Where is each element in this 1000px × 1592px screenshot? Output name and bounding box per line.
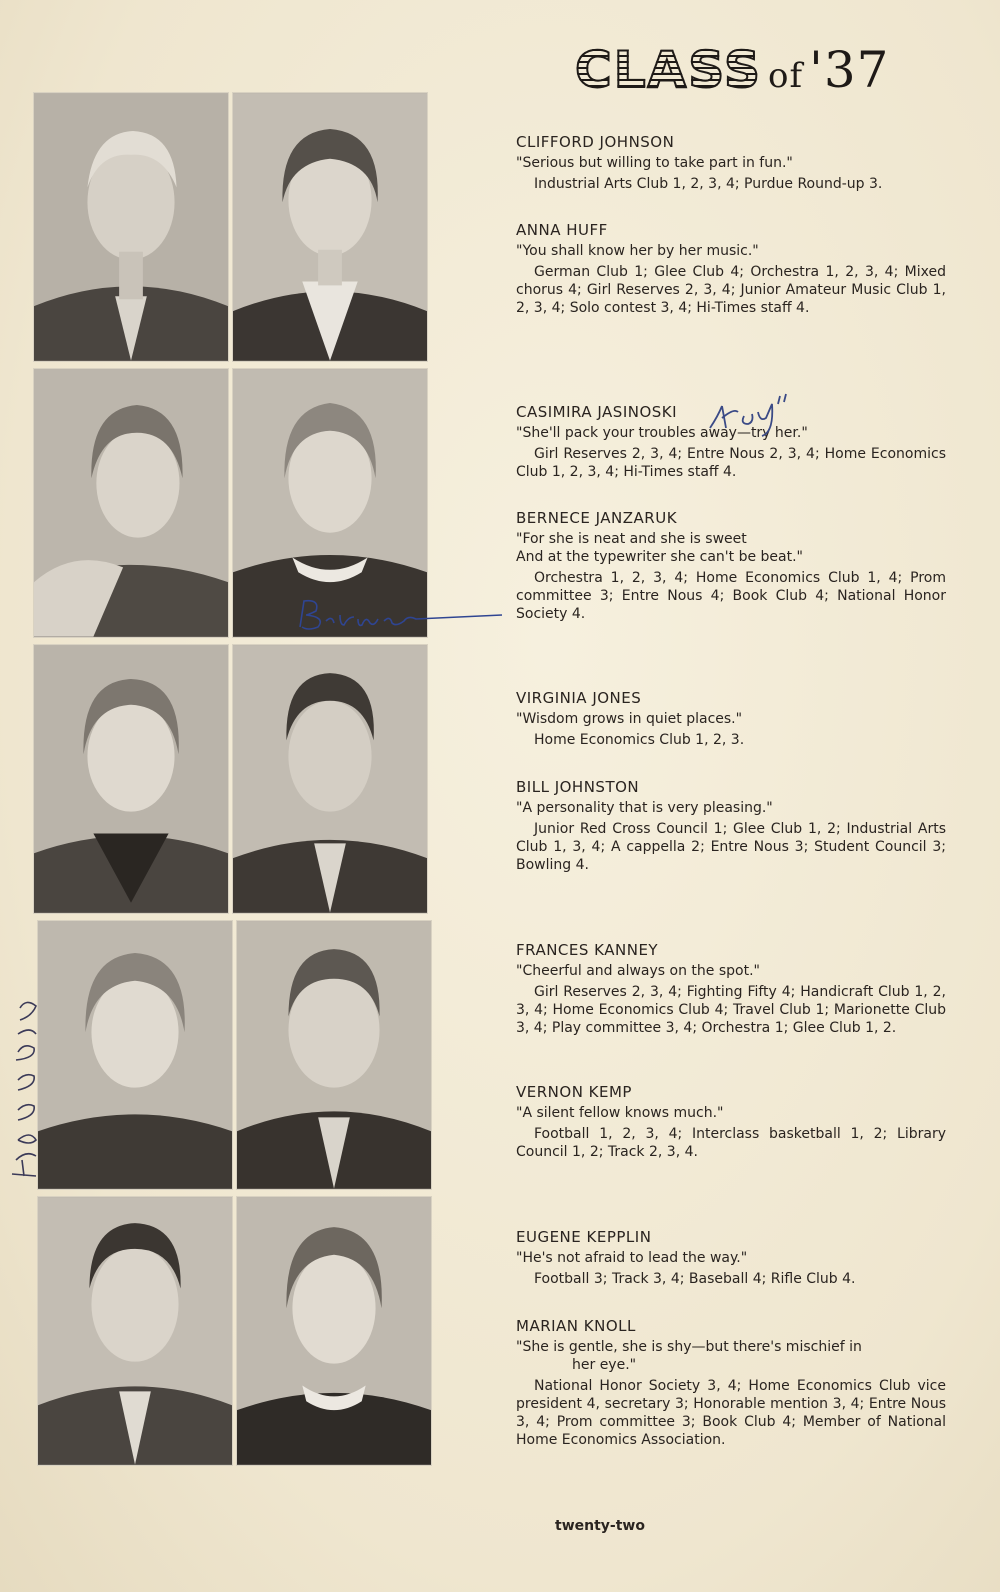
portrait-photo	[33, 368, 229, 638]
student-name: MARIAN KNOLL	[516, 1317, 636, 1335]
quote-line-1: "For she is neat and she is sweet	[516, 531, 747, 547]
student-activities: Football 3; Track 3, 4; Baseball 4; Rifle Club 4.	[534, 1271, 856, 1287]
portrait-photo	[232, 92, 428, 362]
student-name: FRANCES KANNEY	[516, 941, 659, 959]
student-quote: "A silent fellow knows much."	[516, 1105, 724, 1121]
student-name: EUGENE KEPPLIN	[516, 1228, 652, 1246]
student-entry	[516, 1082, 946, 1161]
student-name: CASIMIRA JASINOSKI	[516, 403, 678, 421]
student-activities: Girl Reserves 2, 3, 4; Fighting Fifty 4; Handicraft Club 1, 2, 3, 4; Home Economics Club 4; Travel Club 1; Marionette Club 3, 4; Play committee 3, 4; Orchestra 1; Glee Club 1, 2.	[516, 984, 946, 1036]
student-name: ANNA HUFF	[516, 221, 608, 239]
student-entry	[516, 508, 946, 623]
student-quote: "You shall know her by her music."	[516, 243, 759, 259]
student-activities: German Club 1; Glee Club 4; Orchestra 1, 2, 3, 4; Mixed chorus 4; Girl Reserves 2, 3, 4; Junior Amateur Music Club 1, 2, 3, 4; Solo contest 3, 4; Hi-Times staff 4.	[516, 264, 946, 316]
quote-line-2: And at the typewriter she can't be beat."	[516, 549, 803, 565]
portrait-photo	[33, 644, 229, 914]
student-activities: Industrial Arts Club 1, 2, 3, 4; Purdue Round-up 3.	[534, 176, 883, 192]
student-entry	[516, 688, 946, 749]
student-entry	[516, 1316, 946, 1449]
handwritten-bernece-signature	[296, 595, 506, 635]
portrait-photo	[236, 1196, 432, 1466]
portrait-photo	[236, 920, 432, 1190]
title-class: CLASS	[575, 41, 763, 99]
title-year: '37	[809, 41, 890, 99]
portrait-photo	[37, 1196, 233, 1466]
student-quote: "He's not afraid to lead the way."	[516, 1250, 748, 1266]
student-entry	[516, 132, 946, 193]
student-activities: Home Economics Club 1, 2, 3.	[534, 732, 745, 748]
student-activities: Girl Reserves 2, 3, 4; Entre Nous 2, 3, 4; Home Economics Club 1, 2, 3, 4; Hi-Times staff 4.	[516, 446, 946, 480]
quote-line-1: "She is gentle, she is shy—but there's mischief in	[516, 1339, 862, 1355]
student-entry	[516, 777, 946, 874]
student-name: CLIFFORD JOHNSON	[516, 133, 675, 151]
student-activities: Football 1, 2, 3, 4; Interclass basketball 1, 2; Library Council 1, 2; Track 2, 3, 4.	[516, 1126, 946, 1160]
portrait-photo	[232, 644, 428, 914]
student-quote: "A personality that is very pleasing."	[516, 800, 773, 816]
student-name: BILL JOHNSTON	[516, 778, 640, 796]
quote-line-2: her eye."	[572, 1357, 637, 1373]
student-quote	[516, 530, 946, 566]
portrait-photo	[37, 920, 233, 1190]
handwritten-frances-signature	[6, 990, 46, 1180]
title-of: of	[768, 56, 804, 96]
student-quote: "She'll pack your troubles away—try her."	[516, 425, 808, 441]
student-activities: Orchestra 1, 2, 3, 4; Home Economics Club 1, 4; Prom committee 3; Entre Nous 4; Book Club 4; National Honor Society 4.	[516, 570, 946, 622]
student-quote	[516, 1338, 946, 1374]
student-quote: "Wisdom grows in quiet places."	[516, 711, 743, 727]
student-name: VIRGINIA JONES	[516, 689, 642, 707]
student-entry	[516, 940, 946, 1037]
student-quote: "Serious but willing to take part in fun."	[516, 155, 793, 171]
student-name: VERNON KEMP	[516, 1083, 632, 1101]
page-number: twenty-two	[555, 1518, 645, 1534]
portrait-photo	[33, 92, 229, 362]
student-name: BERNECE JANZARUK	[516, 509, 678, 527]
page-title	[575, 38, 889, 108]
student-quote: "Cheerful and always on the spot."	[516, 963, 760, 979]
student-activities: National Honor Society 3, 4; Home Economics Club vice president 4, secretary 3; Honorable mention 3, 4; Entre Nous 3, 4; Prom committee 3; Book Club 4; Member of National Home Economics Association.	[516, 1378, 946, 1448]
handwritten-kay-signature	[700, 388, 810, 438]
student-entry	[516, 220, 946, 317]
student-activities: Junior Red Cross Council 1; Glee Club 1, 2; Industrial Arts Club 1, 3, 4; A cappella 2; Entre Nous 3; Student Council 3; Bowling 4.	[516, 821, 946, 873]
student-entry	[516, 1227, 946, 1288]
